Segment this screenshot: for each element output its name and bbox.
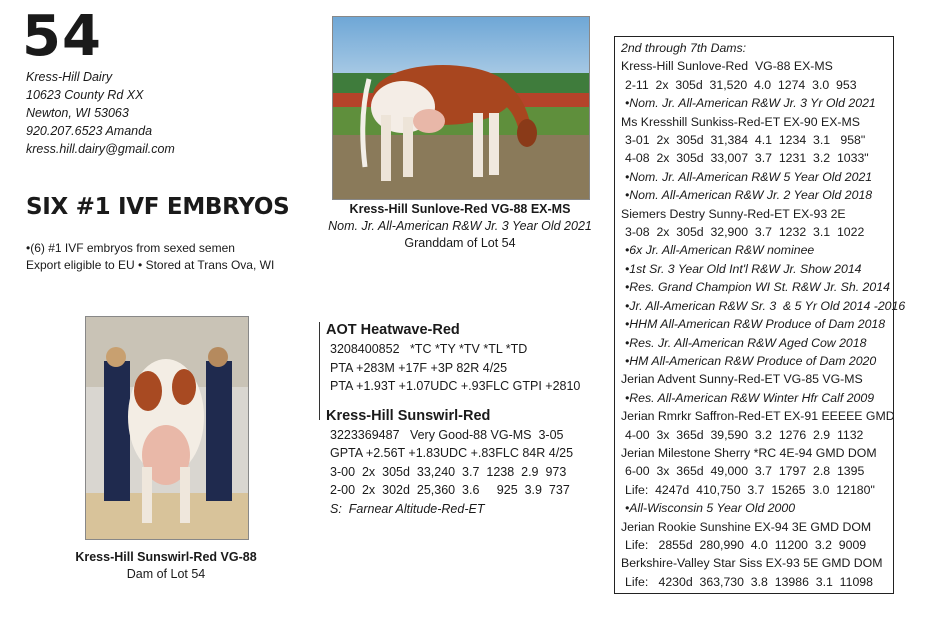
dam-entry-award: •Nom. Jr. All-American R&W Jr. 3 Yr Old 2021 <box>625 96 876 111</box>
lot-headline: SIX #1 IVF EMBRYOS <box>26 194 290 220</box>
pedigree-divider <box>319 322 320 420</box>
dam-entry-record: 2-11 2x 305d 31,520 4.0 1274 3.0 953 <box>625 77 857 92</box>
dam-photo <box>85 316 249 540</box>
dam-entry-award: •HHM All-American R&W Produce of Dam 2018 <box>625 317 886 332</box>
dam-entry-award: •Res. Grand Champion WI St. R&W Jr. Sh. 2014 <box>625 280 890 295</box>
dam-entry-name: Siemers Destry Sunny-Red-ET EX-93 2E <box>621 206 846 221</box>
dam-entry-name: Berkshire-Valley Star Siss EX-93 5E GMD DOM <box>621 556 883 571</box>
dam-entry-name: Jerian Milestone Sherry *RC 4E-94 GMD DOM <box>621 445 877 460</box>
dam-line: 3-00 2x 305d 33,240 3.7 1238 2.9 973 <box>330 464 567 479</box>
granddam-photo <box>332 16 590 200</box>
granddam-caption <box>300 201 620 252</box>
dam-sire-line: S: Farnear Altitude-Red-ET <box>330 501 485 516</box>
dam-entry-name: Jerian Rookie Sunshine EX-94 3E GMD DOM <box>621 519 872 534</box>
bullet-line: •(6) #1 IVF embryos from sexed semen <box>26 241 235 255</box>
dam-entry-name: Kress-Hill Sunlove-Red VG-88 EX-MS <box>621 59 833 74</box>
dam-entry-award: •Jr. All-American R&W Sr. 3 & 5 Yr Old 2014 -2016 <box>625 298 906 313</box>
bullet-line: Export eligible to EU • Stored at Trans Ova, WI <box>26 258 275 272</box>
dams-pedigree-box <box>614 36 906 594</box>
consignor-phone: 920.207.6523 Amanda <box>26 124 153 138</box>
sire-line: PTA +1.93T +1.07UDC +.93FLC GTPI +2810 <box>330 379 581 393</box>
dam-entry-name: Ms Kresshill Sunkiss-Red-ET EX-90 EX-MS <box>621 114 860 129</box>
dam-entry-award: •1st Sr. 3 Year Old Int'l R&W Jr. Show 2014 <box>625 261 862 276</box>
dam-caption <box>40 549 292 583</box>
consignor-name: Kress-Hill Dairy <box>26 70 113 84</box>
granddam-caption-award: Nom. Jr. All-American R&W Jr. 3 Year Old 2021 <box>328 219 592 233</box>
dam-line: 2-00 2x 302d 25,360 3.6 925 3.9 737 <box>330 483 570 497</box>
dam-entry-award: •HM All-American R&W Produce of Dam 2020 <box>625 353 877 368</box>
dam-entry-award: •Nom. Jr. All-American R&W 5 Year Old 2021 <box>625 169 873 184</box>
dam-entry-name: Jerian Rmrkr Saffron-Red-ET EX-91 EEEEE GMD <box>621 409 895 424</box>
lot-number: 54 <box>22 4 102 69</box>
dam-entry-record: Life: 4230d 363,730 3.8 13986 3.1 11098 <box>625 574 873 589</box>
lot-description <box>26 240 274 274</box>
consignor-address-2: Newton, WI 53063 <box>26 106 129 120</box>
dam-entry-record: 4-08 2x 305d 33,007 3.7 1231 3.2 1033" <box>625 151 869 166</box>
dam-entry-name: Jerian Advent Sunny-Red-ET VG-85 VG-MS <box>621 372 863 387</box>
dams-box-rows <box>621 57 906 591</box>
dam-entry-record: Life: 4247d 410,750 3.7 15265 3.0 12180" <box>625 482 875 497</box>
dam-caption-relation: Dam of Lot 54 <box>126 567 206 581</box>
dam-caption-name: Kress-Hill Sunswirl-Red VG-88 <box>75 550 257 564</box>
sire-line: PTA +283M +17F +3P 82R 4/25 <box>330 360 508 375</box>
dam-entry-record: 4-00 3x 365d 39,590 3.2 1276 2.9 1132 <box>625 427 864 442</box>
granddam-caption-relation: Granddam of Lot 54 <box>404 236 516 250</box>
dam-entry-award: •Nom. All-American R&W Jr. 2 Year Old 2018 <box>625 188 873 203</box>
dam-entry-record: 6-00 3x 365d 49,000 3.7 1797 2.8 1395 <box>625 464 865 479</box>
dam-entry-record: Life: 2855d 280,990 4.0 11200 3.2 9009 <box>625 537 867 552</box>
dam-name: Kress-Hill Sunswirl-Red <box>326 407 491 424</box>
dam-entry-award: •Res. Jr. All-American R&W Aged Cow 2018 <box>625 335 867 350</box>
consignor-contact <box>26 68 175 158</box>
dam-entry-award: •6x Jr. All-American R&W nominee <box>625 243 815 258</box>
dam-entry-award: •Res. All-American R&W Winter Hfr Calf 2009 <box>625 390 875 405</box>
dam-line: 3223369487 Very Good-88 VG-MS 3-05 <box>330 427 564 442</box>
sire-dam-pedigree <box>326 320 580 518</box>
sire-name: AOT Heatwave-Red <box>326 322 460 338</box>
granddam-caption-name: Kress-Hill Sunlove-Red VG-88 EX-MS <box>349 202 571 216</box>
sire-line: 3208400852 *TC *TY *TV *TL *TD <box>330 342 528 356</box>
dam-line: GPTA +2.56T +1.83UDC +.83FLC 84R 4/25 <box>330 446 574 460</box>
dam-entry-record: 3-08 2x 305d 32,900 3.7 1232 3.1 1022 <box>625 225 865 240</box>
dam-entry-award: •All-Wisconsin 5 Year Old 2000 <box>625 501 796 516</box>
consignor-email[interactable]: kress.hill.dairy@gmail.com <box>26 142 175 156</box>
dam-entry-record: 3-01 2x 305d 31,384 4.1 1234 3.1 958" <box>625 133 866 148</box>
consignor-address-1: 10623 County Rd XX <box>26 88 144 102</box>
dams-box-header: 2nd through 7th Dams: <box>621 41 747 55</box>
